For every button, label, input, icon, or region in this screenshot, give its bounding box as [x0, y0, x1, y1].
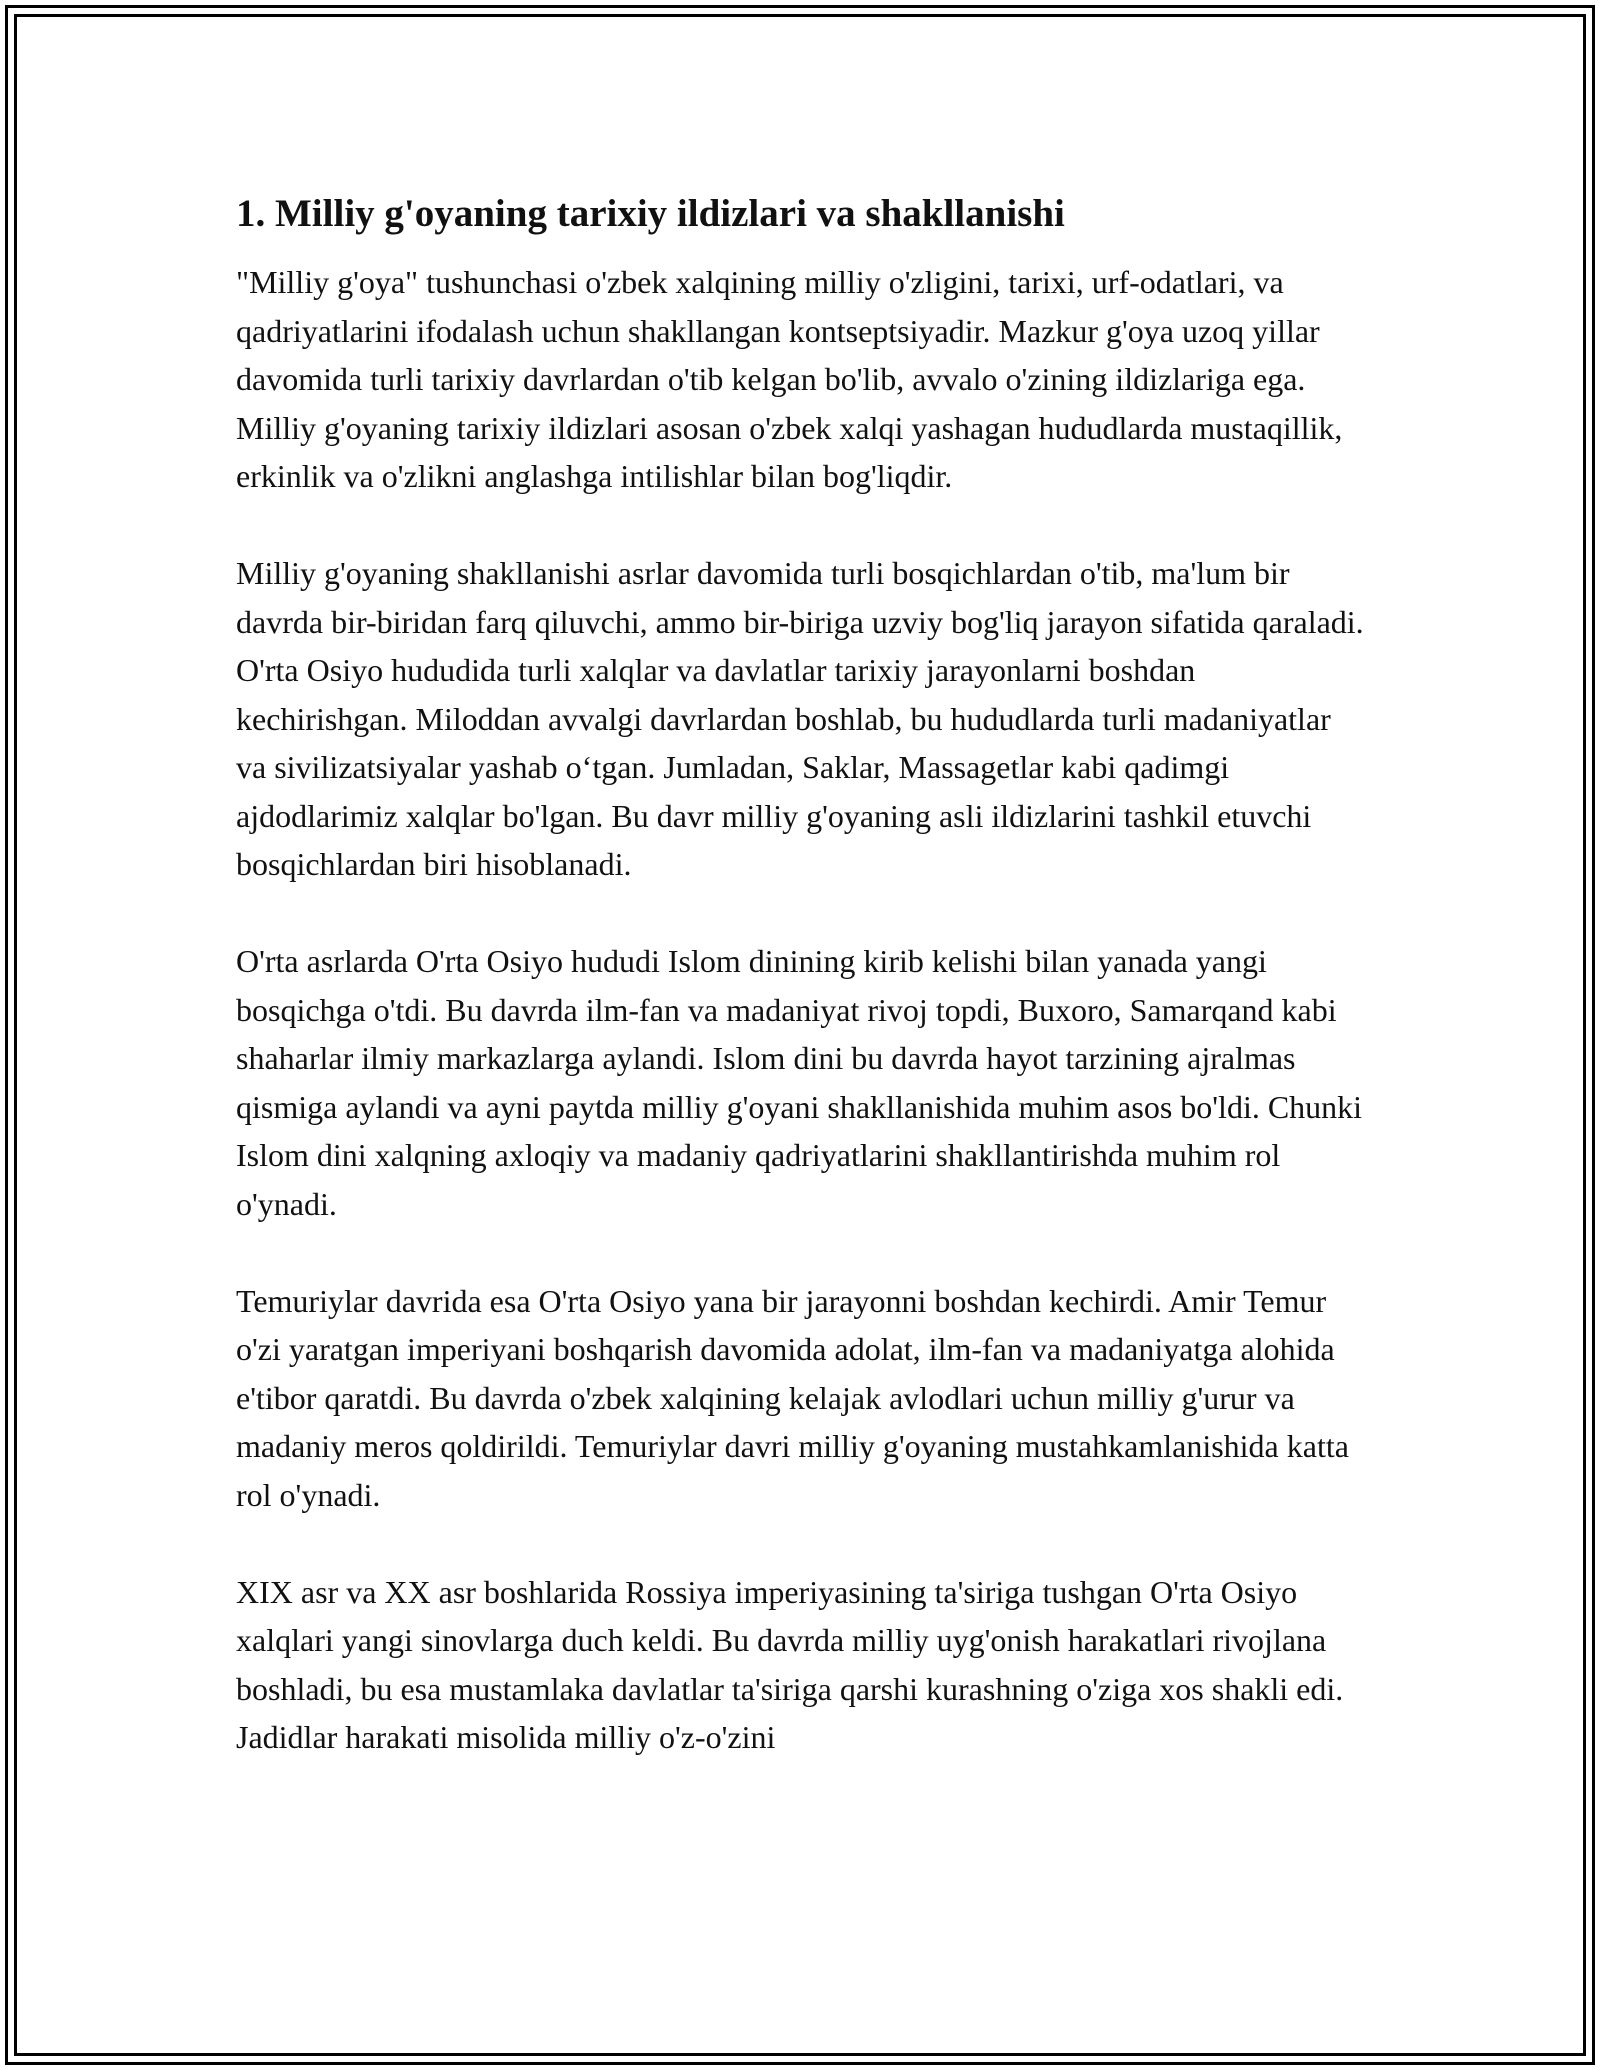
document-body — [236, 188, 1366, 1762]
paragraph-19th-20th-century: XIX asr va XX asr boshlarida Rossiya imperiyasining ta'siriga tushgan O'rta Osiyo xalqlari yangi sinovlarga duch keldi. Bu davrda milliy uyg'onish harakatlari rivojlana boshladi, bu esa mustamlaka davlatlar ta'siriga qarshi kurashning o'ziga xos shakli edi. Jadidlar harakati misolida milliy o'z-o'zini — [236, 1573, 1344, 1755]
section-heading: 1. Milliy g'oyaning tarixiy ildizlari va shakllanishi — [236, 192, 1065, 235]
paragraph-formation: Milliy g'oyaning shakllanishi asrlar davomida turli bosqichlardan o'tib, ma'lum bir davrda bir-biridan farq qiluvchi, ammo bir-biriga uzviy bog'liq jarayon sifatida qaraladi. O'rta Osiyo hududida turli xalqlar va davlatlar tarixiy jarayonlarni boshdan kechirishgan. Miloddan avvalgi davrlardan boshlab, bu hududlarda turli madaniyatlar va sivilizatsiyalar yashab o‘tgan. Jumladan, Saklar, Massagetlar kabi qadimgi ajdodlarimiz xalqlar bo'lgan. Bu davr milliy g'oyaning asli ildizlarini tashkil etuvchi bosqichlardan biri hisoblanadi. — [236, 555, 1364, 882]
paragraph-timurids: Temuriylar davrida esa O'rta Osiyo yana bir jarayonni boshdan kechirdi. Amir Temur o'zi yaratgan imperiyani boshqarish davomida adolat, ilm-fan va madaniyatga alohida e'tibor qaratdi. Bu davrda o'zbek xalqining kelajak avlodlari uchun milliy g'urur va madaniy meros qoldirildi. Temuriylar davri milliy g'oyaning mustahkamlanishida katta rol o'ynadi. — [236, 1282, 1349, 1513]
paragraph-middle-ages: O'rta asrlarda O'rta Osiyo hududi Islom dinining kirib kelishi bilan yanada yangi bosqichga o'tdi. Bu davrda ilm-fan va madaniyat rivoj topdi, Buxoro, Samarqand kabi shaharlar ilmiy markazlarga aylandi. Islom dini bu davrda hayot tarzining ajralmas qismiga aylandi va ayni paytda milliy g'oyani shakllanishida muhim asos bo'ldi. Chunki Islom dini xalqning axloqiy va madaniy qadriyatlarini shakllantirishda muhim rol o'ynadi. — [236, 943, 1363, 1222]
paragraph-intro: "Milliy g'oya" tushunchasi o'zbek xalqining milliy o'zligini, tarixi, urf-odatlari, va qadriyatlarini ifodalash uchun shakllangan kontseptsiyadir. Mazkur g'oya uzoq yillar davomida turli tarixiy davrlardan o'tib kelgan bo'lib, avvalo o'zining ildizlariga ega. Milliy g'oyaning tarixiy ildizlari asosan o'zbek xalqi yashagan hududlarda mustaqillik, erkinlik va o'zlikni anglashga intilishlar bilan bog'liqdir. — [236, 264, 1343, 494]
